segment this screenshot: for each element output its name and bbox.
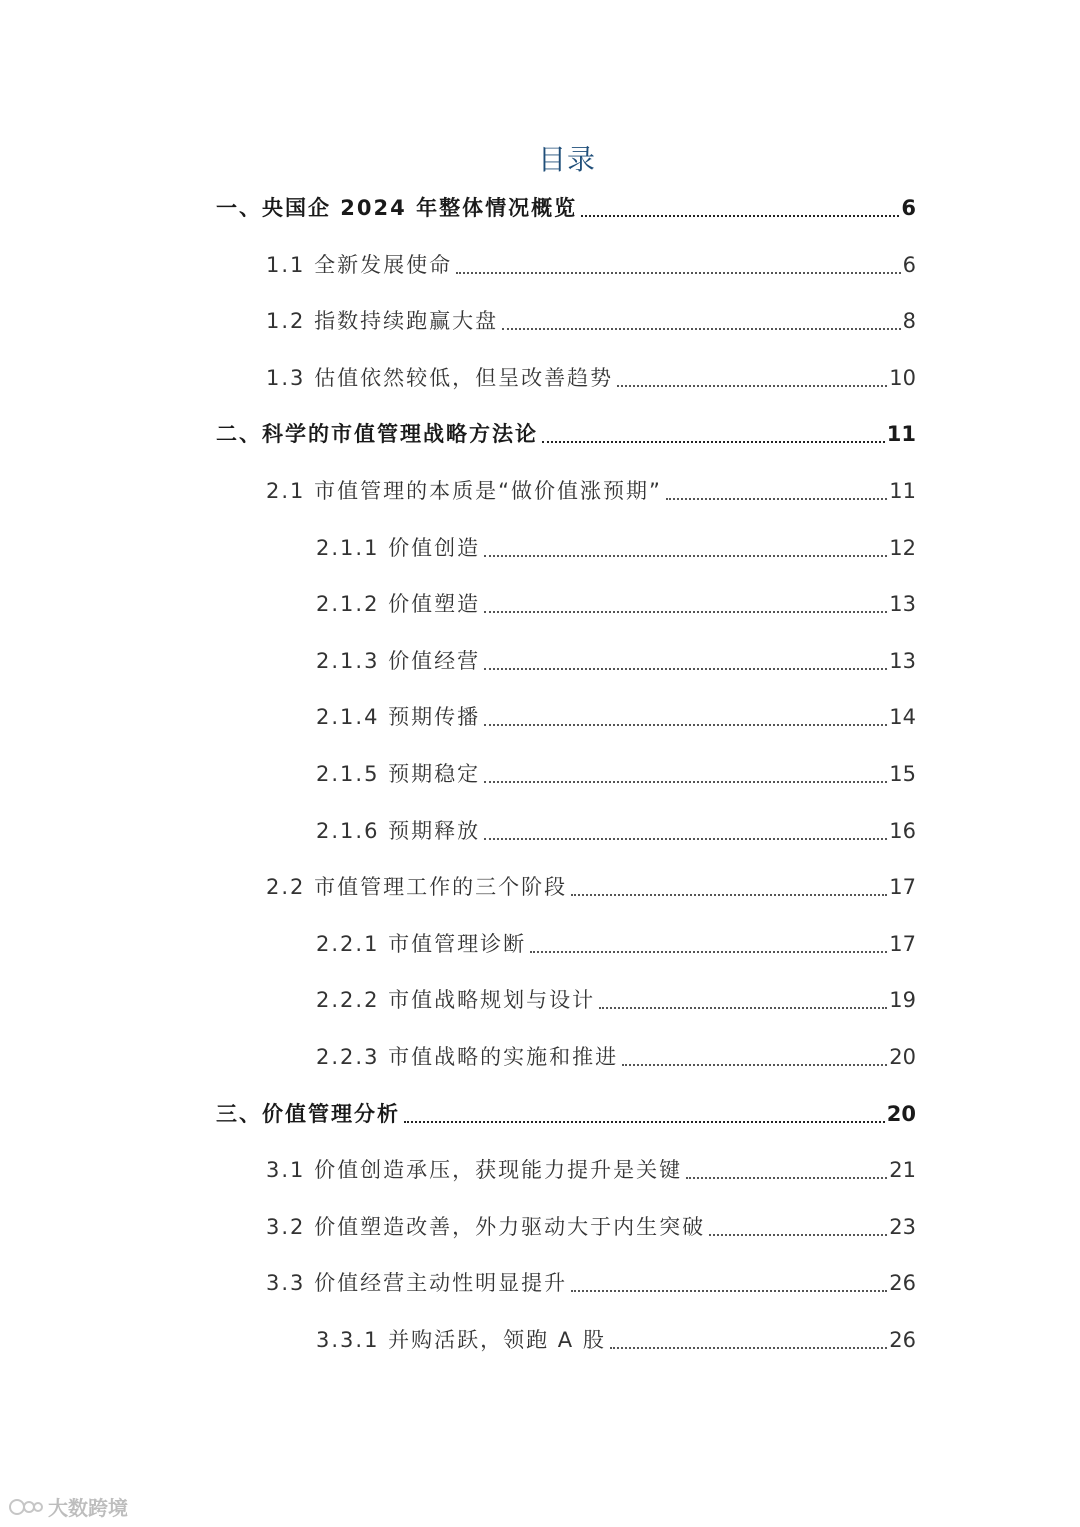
page-title: 目录 [537,143,596,176]
toc-entry-page-number: 11 [889,479,916,503]
toc-entry-label: 2.1 市值管理的本质是“做价值涨预期” [266,479,662,503]
toc-dot-leader [581,215,899,217]
toc-entry[interactable] [266,301,916,341]
toc-entry-label: 二、科学的市值管理战略方法论 [216,422,538,447]
toc-entry[interactable] [316,980,916,1020]
toc-entry-label: 2.2 市值管理工作的三个阶段 [266,875,568,900]
toc-dot-leader [484,611,887,613]
toc-entry[interactable] [316,641,916,681]
toc-entry-page-number: 26 [889,1271,916,1296]
watermark [8,1492,128,1521]
toc-entry-page-number: 19 [889,988,916,1013]
toc-entry-page-number: 11 [886,422,916,447]
toc-entry-page-number: 6 [901,196,916,220]
toc-entry-label: 一、央国企 2024 年整体情况概览 [216,196,578,220]
toc-dot-leader [484,555,887,557]
toc-dot-leader [709,1234,887,1236]
toc-entry-label: 2.1.3 价值经营 [316,648,481,673]
toc-entry[interactable] [316,1320,916,1360]
toc-entry-label: 3.2 价值塑造改善，外力驱动大于内生突破 [266,1214,706,1239]
toc-entry[interactable] [316,924,916,964]
toc-entry-page-number: 17 [889,931,916,956]
toc-entry[interactable] [266,1150,916,1190]
toc-entry-label: 1.3 估值依然较低，但呈改善趋势 [266,365,614,390]
toc-dot-leader [484,838,887,840]
toc-entry[interactable] [216,188,916,228]
toc-entry[interactable] [316,754,916,794]
toc-entry[interactable] [316,584,916,624]
toc-entry-page-number: 26 [889,1328,916,1352]
toc-dot-leader [686,1177,887,1179]
toc-entry-label: 2.1.6 预期释放 [316,818,481,843]
toc-entry[interactable] [266,867,916,907]
toc-dot-leader [542,441,885,443]
toc-entry[interactable] [316,528,916,568]
toc-entry-label: 2.1.1 价值创造 [316,535,481,560]
toc-entry-label: 1.1 全新发展使命 [266,252,453,277]
toc-entry-page-number: 21 [889,1158,916,1183]
toc-dot-leader [617,385,887,387]
toc-dot-leader [502,328,901,330]
watermark-text: 大数跨境 [48,1496,128,1520]
toc-entry[interactable] [266,1207,916,1247]
toc-entry[interactable] [266,245,916,285]
toc-dot-leader [610,1347,887,1349]
toc-entry-label: 3.1 价值创造承压，获现能力提升是关键 [266,1158,683,1183]
toc-entry-label: 三、价值管理分析 [216,1101,400,1126]
toc-entry-page-number: 15 [889,762,916,786]
toc-entry-page-number: 8 [902,309,916,334]
toc-dot-leader [622,1064,887,1066]
toc-dot-leader [666,498,887,500]
toc-entry-page-number: 10 [889,365,916,390]
toc-entry[interactable] [266,358,916,398]
toc-entry-label: 2.2.1 市值管理诊断 [316,931,527,956]
toc-entry-page-number: 13 [889,592,916,617]
toc-entry[interactable] [216,1094,916,1134]
toc-entry-page-number: 23 [889,1214,916,1239]
toc-entry[interactable] [266,471,916,511]
toc-dot-leader [571,1290,887,1292]
toc-entry-page-number: 12 [889,535,916,560]
toc-entry-label: 2.1.2 价值塑造 [316,592,481,617]
watermark-logo-icon [8,1496,44,1518]
toc-entry-label: 2.1.5 预期稳定 [316,762,481,786]
toc-dot-leader [484,781,887,783]
toc-dot-leader [404,1121,885,1123]
toc-entry-label: 1.2 指数持续跑赢大盘 [266,309,499,334]
toc-dot-leader [530,951,887,953]
toc-entry[interactable] [316,811,916,851]
toc-entry-page-number: 6 [902,252,916,277]
toc-entry-page-number: 20 [889,1045,916,1069]
toc-entry-page-number: 14 [889,705,916,730]
toc-entry[interactable] [316,697,916,737]
toc-entry[interactable] [316,1037,916,1077]
toc-entry[interactable] [216,414,916,454]
toc-dot-leader [599,1007,887,1009]
toc-entry-label: 2.2.2 市值战略规划与设计 [316,988,596,1013]
toc-entry[interactable] [266,1263,916,1303]
toc-entry-page-number: 16 [889,818,916,843]
toc-entry-page-number: 20 [886,1101,916,1126]
toc-entry-page-number: 13 [889,648,916,673]
toc-dot-leader [484,724,887,726]
toc-entry-label: 2.1.4 预期传播 [316,705,481,730]
toc-dot-leader [571,894,887,896]
toc-entry-label: 2.2.3 市值战略的实施和推进 [316,1045,619,1069]
toc-entry-label: 3.3 价值经营主动性明显提升 [266,1271,568,1296]
toc-entry-page-number: 17 [889,875,916,900]
toc-entry-label: 3.3.1 并购活跃，领跑 A 股 [316,1328,606,1352]
toc-dot-leader [484,668,887,670]
toc-dot-leader [456,272,901,274]
